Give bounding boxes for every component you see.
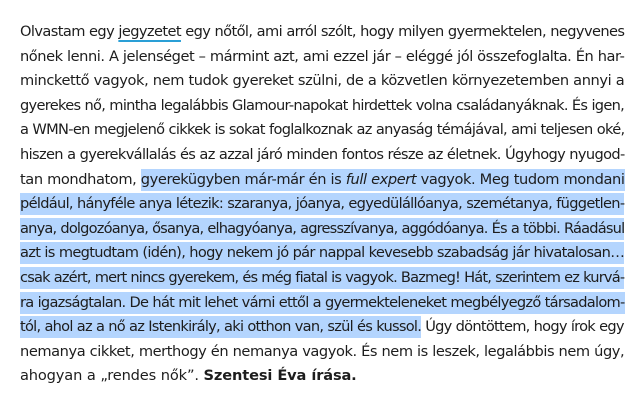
text-span: egy nőtől, ami arról szólt, hogy milyen gyermektelen, negyvenes: [180, 23, 625, 40]
text-line: [20, 315, 626, 340]
text-line: [20, 266, 626, 291]
text-line: nemanya cikket, merthogy én nemanya vagyok. És nem is leszek, legalábbis nem úgy,: [20, 342, 625, 360]
author-byline: Szentesi Éva írása.: [203, 367, 357, 385]
text-line: [20, 217, 626, 242]
text-line: [20, 364, 626, 389]
text-span: tan mondhatom,: [20, 170, 141, 188]
selected-text: anya, dolgozóanya, ősanya, elhagyóanya, agresszívanya, aggódóanya. És a többi. Ráadásul: [20, 218, 624, 240]
text-line: a WMN-en megjelenő cikkek is sokat foglalkoznak az anyaság témájával, ami teljesen oké,: [20, 121, 625, 139]
text-span: Úgy döntöttem, hogy írok egy: [421, 318, 624, 336]
selected-text: tól, ahol az a nő az Istenkirály, aki otthon van, szül és kussol.: [20, 316, 421, 338]
selected-text: [141, 169, 625, 191]
selected-text: például, hányféle anya létezik: szaranya, jóanya, egyedülállóanya, szemétanya, független-: [20, 193, 624, 215]
text-line: [20, 192, 626, 217]
text-line: gyerekes nő, mintha legalábbis Glamour-napokat hirdettek volna családanyáknak. És igen,: [20, 96, 625, 114]
text-line: [20, 241, 626, 266]
text-span: Olvastam egy: [20, 23, 119, 40]
text-span: gyerekügyben már-már én is: [140, 170, 346, 188]
selected-text: ra igazságtalan. De hát mit lehet várni ettől a gyermekteleneket megbélyegző társadalom-: [20, 292, 625, 314]
text-line: [20, 168, 626, 193]
selected-text: csak azért, mert nincs gyerekem, és még fiatal is vagyok. Bazmeg! Hát, szerintem ez kurvá-: [20, 267, 624, 289]
text-span: ahogyan a „rendes nők”.: [20, 367, 204, 385]
text-line: [20, 291, 626, 316]
text-line: [20, 20, 626, 45]
jegyzetet-link[interactable]: jegyzetet: [118, 23, 181, 40]
italic-text: full expert: [345, 170, 417, 188]
text-line: minckettő vagyok, nem tudok gyereket szülni, de a közvetlen környezetemben annyi a: [20, 72, 625, 90]
article-body: [20, 20, 626, 389]
text-span: vagyok. Meg tudom mondani: [416, 170, 625, 188]
text-line: nőnek lenni. A jelenséget – mármint azt, ami ezzel jár – eléggé jól összefoglalta. Én har-: [20, 47, 625, 65]
selected-text: azt is megtudtam (idén), hogy nekem jó pár nappal kevesebb szabadság jár hivatalosan…: [20, 242, 624, 264]
text-line: hiszen a gyerekvállalás és az azzal járó minden fontos része az életnek. Úgyhogy nyugod-: [20, 145, 625, 163]
